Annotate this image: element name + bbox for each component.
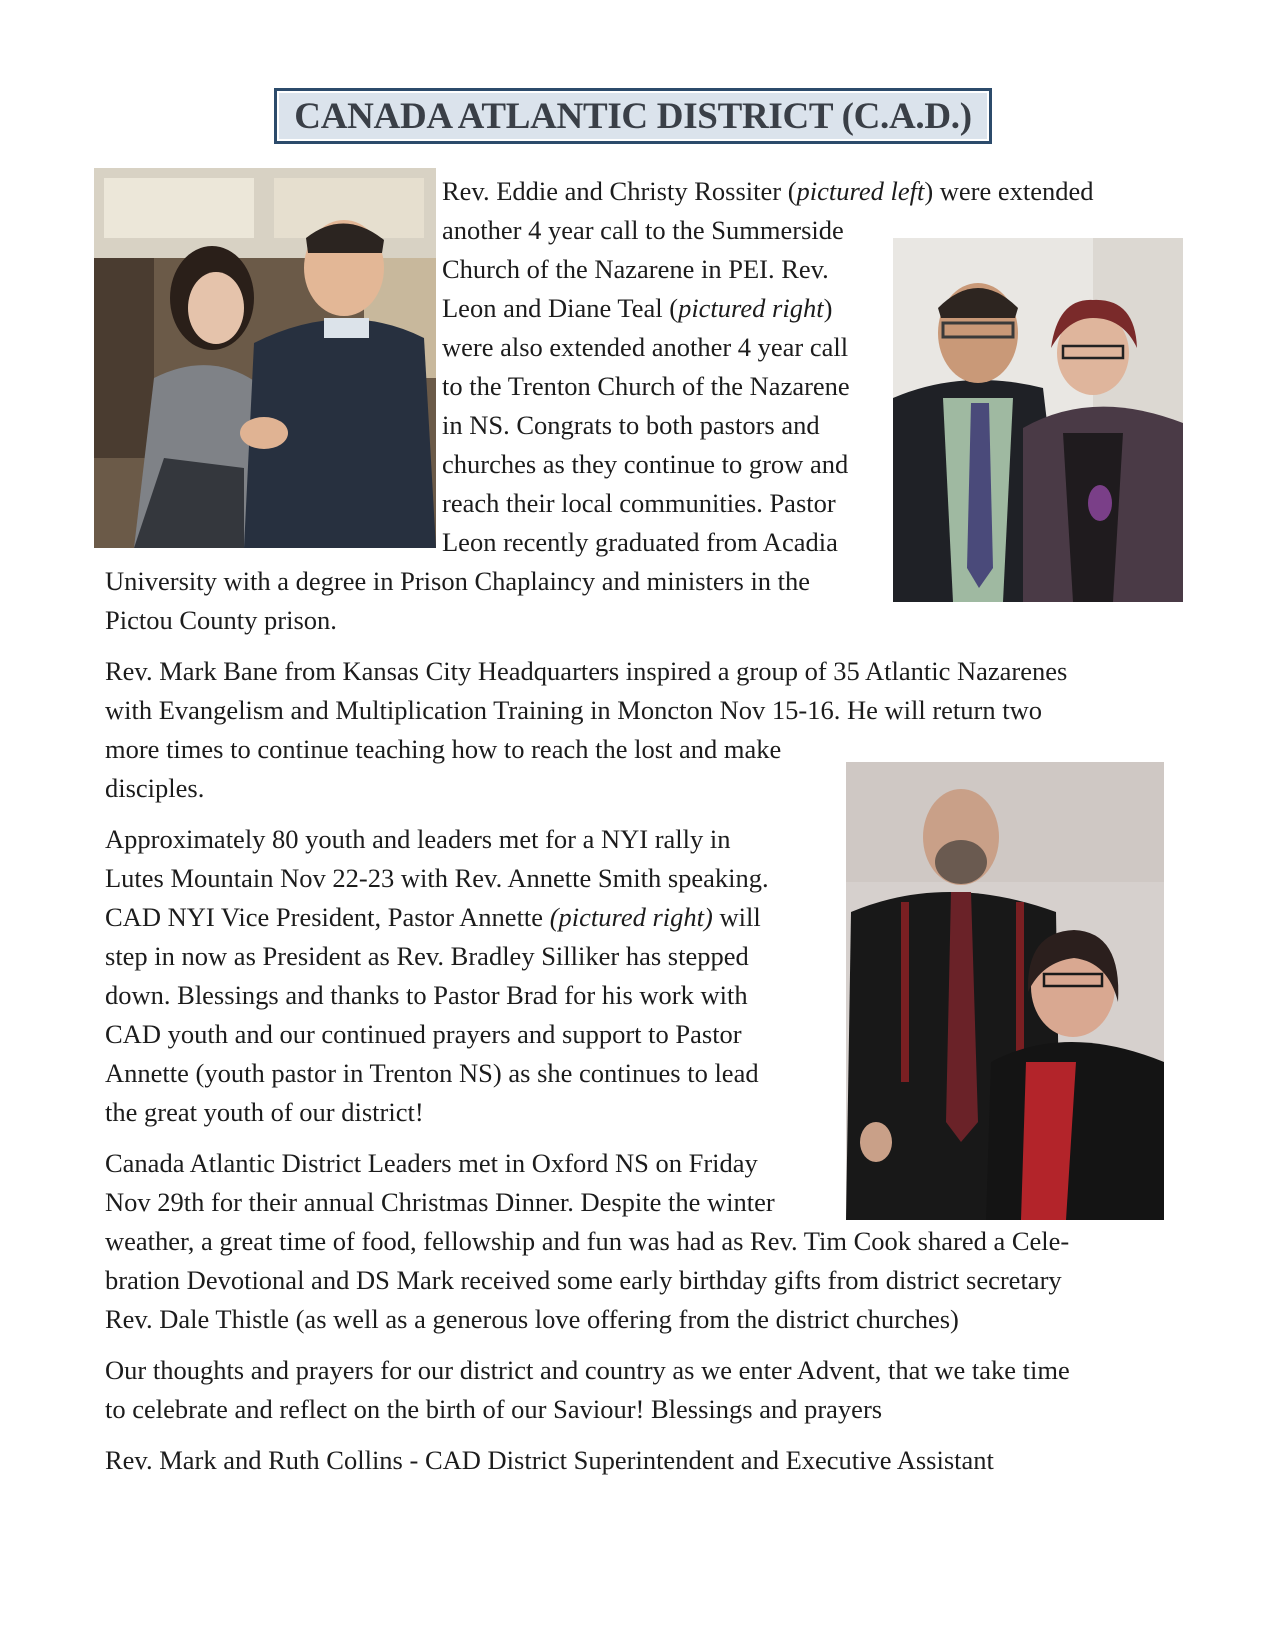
para4-line5: Rev. Dale Thistle (as well as a generous love offering from the district churches) <box>105 1304 959 1334</box>
rossiter-photo-image <box>94 168 436 548</box>
para1-line4-italic: pictured right <box>678 293 824 323</box>
para2-line4: disciples. <box>105 773 205 803</box>
para1-line1-text: Rev. Eddie and Christy Rossiter ( <box>442 176 797 206</box>
para1-line3: Church of the Nazarene in PEI. Rev. <box>442 254 829 284</box>
para3-line8: the great youth of our district! <box>105 1097 424 1127</box>
para3-line3-text-end: will <box>712 902 761 932</box>
para1-line5: were also extended another 4 year call <box>442 332 849 362</box>
para2-line1: Rev. Mark Bane from Kansas City Headquarters inspired a group of 35 Atlantic Nazarenes <box>105 656 1068 686</box>
para2-line3: more times to continue teaching how to reach the lost and make <box>105 734 782 764</box>
smith-photo-image <box>846 762 1164 1220</box>
para1-line4 <box>442 293 832 323</box>
para4-line2: Nov 29th for their annual Christmas Dinner. Despite the winter <box>105 1187 775 1217</box>
teal-photo <box>893 238 1183 602</box>
para4-line3: weather, a great time of food, fellowship and fun was had as Rev. Tim Cook shared a Cele- <box>105 1226 1070 1256</box>
para3-line3-text: CAD NYI Vice President, Pastor Annette <box>105 902 550 932</box>
para1-line1 <box>442 176 1094 206</box>
para1-line11: University with a degree in Prison Chaplaincy and ministers in the <box>105 566 811 596</box>
para3-line6: CAD youth and our continued prayers and support to Pastor <box>105 1019 742 1049</box>
para1-line9: reach their local communities. Pastor <box>442 488 836 518</box>
page-title-box <box>274 88 992 144</box>
smith-photo <box>846 762 1164 1220</box>
page-title: CANADA ATLANTIC DISTRICT (C.A.D.) <box>294 95 972 137</box>
para1-line1-italic: pictured left <box>796 176 925 206</box>
para1-line6: to the Trenton Church of the Nazarene <box>442 371 850 401</box>
para1-line10: Leon recently graduated from Acadia <box>442 527 838 557</box>
para5-line2: to celebrate and reflect on the birth of our Saviour! Blessings and prayers <box>105 1394 883 1424</box>
para4-line1: Canada Atlantic District Leaders met in Oxford NS on Friday <box>105 1148 758 1178</box>
para1-line8: churches as they continue to grow and <box>442 449 849 479</box>
para2-line2: with Evangelism and Multiplication Training in Moncton Nov 15-16. He will return two <box>105 695 1042 725</box>
para1-line4-text-end: ) <box>823 293 833 323</box>
para3-line7: Annette (youth pastor in Trenton NS) as she continues to lead <box>105 1058 759 1088</box>
para4-line4: bration Devotional and DS Mark received some early birthday gifts from district secretary <box>105 1265 1062 1295</box>
para3-line5: down. Blessings and thanks to Pastor Brad for his work with <box>105 980 748 1010</box>
para3-line3-italic: (pictured right) <box>549 902 713 932</box>
teal-photo-image <box>893 238 1183 602</box>
para3-line2: Lutes Mountain Nov 22-23 with Rev. Annette Smith speaking. <box>105 863 769 893</box>
para1-line1-text-end: ) were extended <box>924 176 1094 206</box>
rossiter-photo <box>94 168 436 548</box>
para3-line3 <box>105 902 761 932</box>
para1-line12: Pictou County prison. <box>105 605 337 635</box>
para1-line7: in NS. Congrats to both pastors and <box>442 410 820 440</box>
para1-line2: another 4 year call to the Summerside <box>442 215 844 245</box>
para3-line4: step in now as President as Rev. Bradley Silliker has stepped <box>105 941 749 971</box>
signature-line: Rev. Mark and Ruth Collins - CAD District Superintendent and Executive Assistant <box>105 1445 994 1475</box>
para1-line4-text: Leon and Diane Teal ( <box>442 293 679 323</box>
para5-line1: Our thoughts and prayers for our district and country as we enter Advent, that we take time <box>105 1355 1070 1385</box>
para3-line1: Approximately 80 youth and leaders met for a NYI rally in <box>105 824 731 854</box>
